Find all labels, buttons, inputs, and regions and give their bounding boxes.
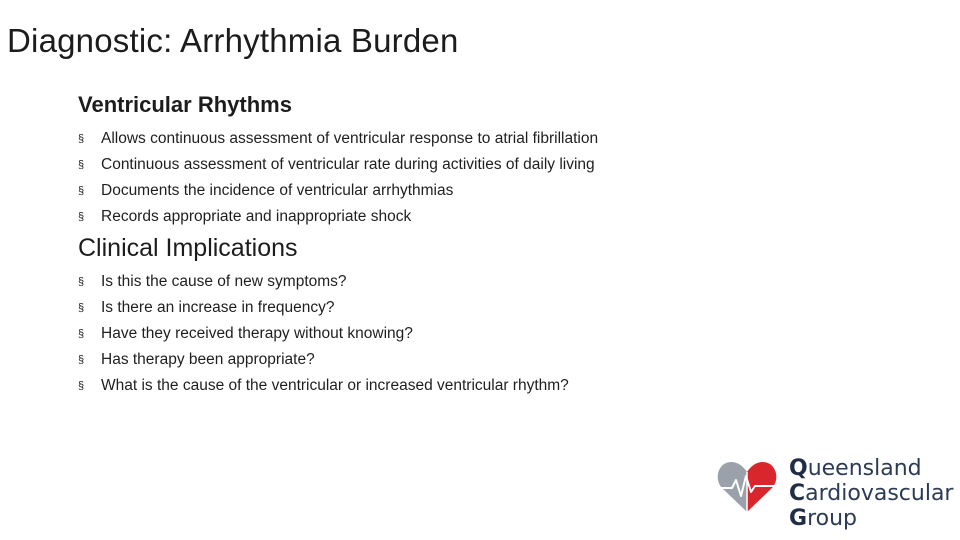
bullet-icon: § [78, 380, 85, 392]
bullet-icon: § [78, 185, 85, 197]
logo-line-cardiovascular: Cardiovascular [789, 481, 954, 506]
section-clinical-implications [78, 234, 569, 399]
bullet-list-ventricular [78, 126, 599, 230]
list-item [78, 295, 335, 321]
list-item [78, 321, 413, 347]
list-item [78, 152, 595, 178]
list-item [78, 204, 412, 230]
slide-title: Diagnostic: Arrhythmia Burden [7, 22, 459, 59]
list-item [78, 126, 599, 152]
list-item-text: Have they received therapy without knowing? [101, 325, 413, 342]
list-item-text: Records appropriate and inappropriate shock [101, 208, 412, 225]
qcg-logo [716, 456, 956, 536]
bullet-icon: § [78, 159, 85, 171]
list-item [78, 347, 315, 373]
logo-wordmark [789, 456, 953, 531]
list-item-text: Documents the incidence of ventricular arrhythmias [101, 182, 454, 199]
heart-icon [716, 458, 778, 514]
list-item [78, 269, 347, 295]
bullet-icon: § [78, 276, 85, 288]
bullet-icon: § [78, 354, 85, 366]
logo-line-queensland: Queensland [789, 456, 922, 481]
bullet-icon: § [78, 133, 85, 145]
list-item-text: Allows continuous assessment of ventricular response to atrial fibrillation [101, 130, 599, 147]
list-item [78, 373, 569, 399]
list-item-text: Is there an increase in frequency? [101, 299, 335, 316]
list-item-text: What is the cause of the ventricular or increased ventricular rhythm? [101, 377, 569, 394]
section-ventricular-rhythms [78, 92, 599, 230]
logo-line-group: Group [789, 506, 857, 531]
list-item-text: Has therapy been appropriate? [101, 351, 315, 368]
list-item [78, 178, 454, 204]
bullet-icon: § [78, 302, 85, 314]
section-heading-ventricular: Ventricular Rhythms [78, 92, 292, 117]
list-item-text: Is this the cause of new symptoms? [101, 273, 347, 290]
bullet-icon: § [78, 328, 85, 340]
list-item-text: Continuous assessment of ventricular rate during activities of daily living [101, 156, 595, 173]
bullet-icon: § [78, 211, 85, 223]
bullet-list-clinical [78, 269, 569, 399]
section-heading-clinical: Clinical Implications [78, 234, 298, 262]
